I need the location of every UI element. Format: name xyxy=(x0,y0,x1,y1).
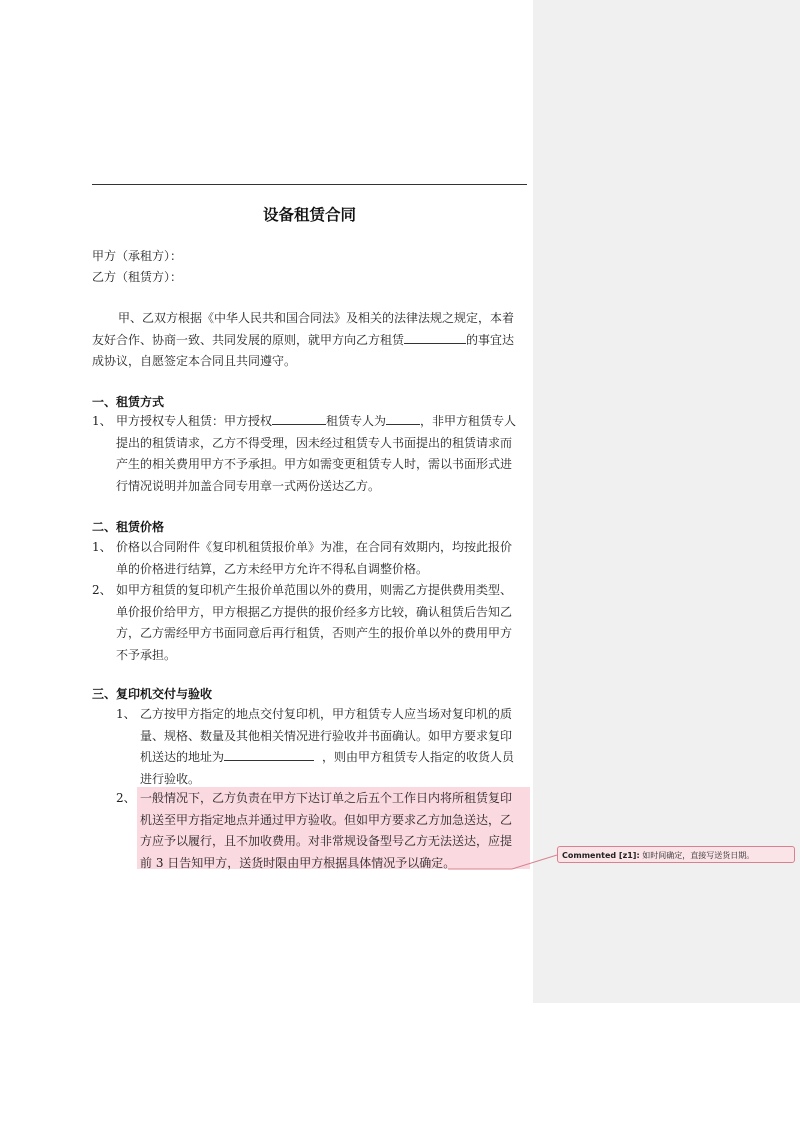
comment-balloon[interactable] xyxy=(557,846,795,863)
comment-label: Commented [z1]: xyxy=(562,851,640,860)
clause-line: 量、规格、数量及其他相关情况进行验收并书面确认。如甲方要求复印 xyxy=(140,728,513,743)
item-number: 2、 xyxy=(116,791,136,805)
clause-text: 机送达的地址为 xyxy=(140,750,225,764)
clause-text: ，非甲方租赁专人 xyxy=(420,414,517,428)
party-a-line: 甲方（承租方）： xyxy=(92,249,183,263)
item-number: 2、 xyxy=(92,583,112,597)
clause-line: 进行验收。 xyxy=(140,771,201,786)
clause-line: 价格以合同附件《复印机租赁报价单》为准，在合同有效期内，均按此报价 xyxy=(116,540,513,554)
clause-line: 方应予以履行，且不加收费用。对非常规设备型号乙方无法送达，应提 xyxy=(140,834,513,848)
clause-line: 一般情况下，乙方负责在甲方下达订单之后五个工作日内将所租赁复印 xyxy=(140,791,513,805)
item-number: 1、 xyxy=(116,707,136,721)
clause-line: 单的价格进行结算，乙方未经甲方允许不得私自调整价格。 xyxy=(116,561,429,576)
clause-line: 方，乙方需经甲方书面同意后再行租赁，否则产生的报价单以外的费用甲方 xyxy=(116,626,513,640)
item-number: 1、 xyxy=(92,414,112,428)
intro-text: 的事宜达 xyxy=(466,332,515,347)
section-heading: 二、租赁价格 xyxy=(92,520,165,534)
clause-line: 产生的相关费用甲方不予承担。甲方如需变更租赁专人时，需以书面形式进 xyxy=(116,457,513,471)
comment-text: 如时间确定，直接写送货日期。 xyxy=(642,851,755,860)
section-heading: 一、租赁方式 xyxy=(92,395,165,409)
item-number: 1、 xyxy=(92,540,112,554)
clause-line: 前 3 日告知甲方，送货时限由甲方根据具体情况予以确定。 xyxy=(140,855,456,870)
clause-line: 单价报价给甲方，甲方根据乙方提供的报价经多方比较，确认租赁后告知乙 xyxy=(116,604,513,619)
clause-line: 如甲方租赁的复印机产生报价单范围以外的费用，则需乙方提供费用类型、 xyxy=(116,583,513,597)
clause-line: 机送至甲方指定地点并通过甲方验收。但如甲方要求乙方加急送达，乙 xyxy=(140,812,513,827)
party-b-line: 乙方（租赁方）： xyxy=(92,270,183,284)
clause-text: 甲方授权专人租赁：甲方授权 xyxy=(116,414,273,428)
document-title: 设备租赁合同 xyxy=(262,206,356,224)
intro-line: 成协议，自愿签定本合同且共同遵守。 xyxy=(92,354,297,368)
clause-text: 租赁专人为 xyxy=(326,414,387,428)
clause-line: 不予承担。 xyxy=(116,647,177,662)
clause-line: 提出的租赁请求，乙方不得受理，因未经过租赁专人书面提出的租赁请求而 xyxy=(116,435,513,450)
intro-text: 友好合作、协商一致、共同发展的原则，就甲方向乙方租赁 xyxy=(92,332,405,347)
clause-text: ，则由甲方租赁专人指定的收货人员 xyxy=(322,750,515,764)
intro-line: 甲、乙双方根据《中华人民共和国合同法》及相关的法律法规之规定，本着 xyxy=(118,311,515,325)
clause-line: 乙方按甲方指定的地点交付复印机，甲方租赁专人应当场对复印机的质 xyxy=(140,707,513,721)
section-heading: 三、复印机交付与验收 xyxy=(92,687,213,701)
clause-line: 行情况说明并加盖合同专用章一式两份送达乙方。 xyxy=(116,478,381,493)
